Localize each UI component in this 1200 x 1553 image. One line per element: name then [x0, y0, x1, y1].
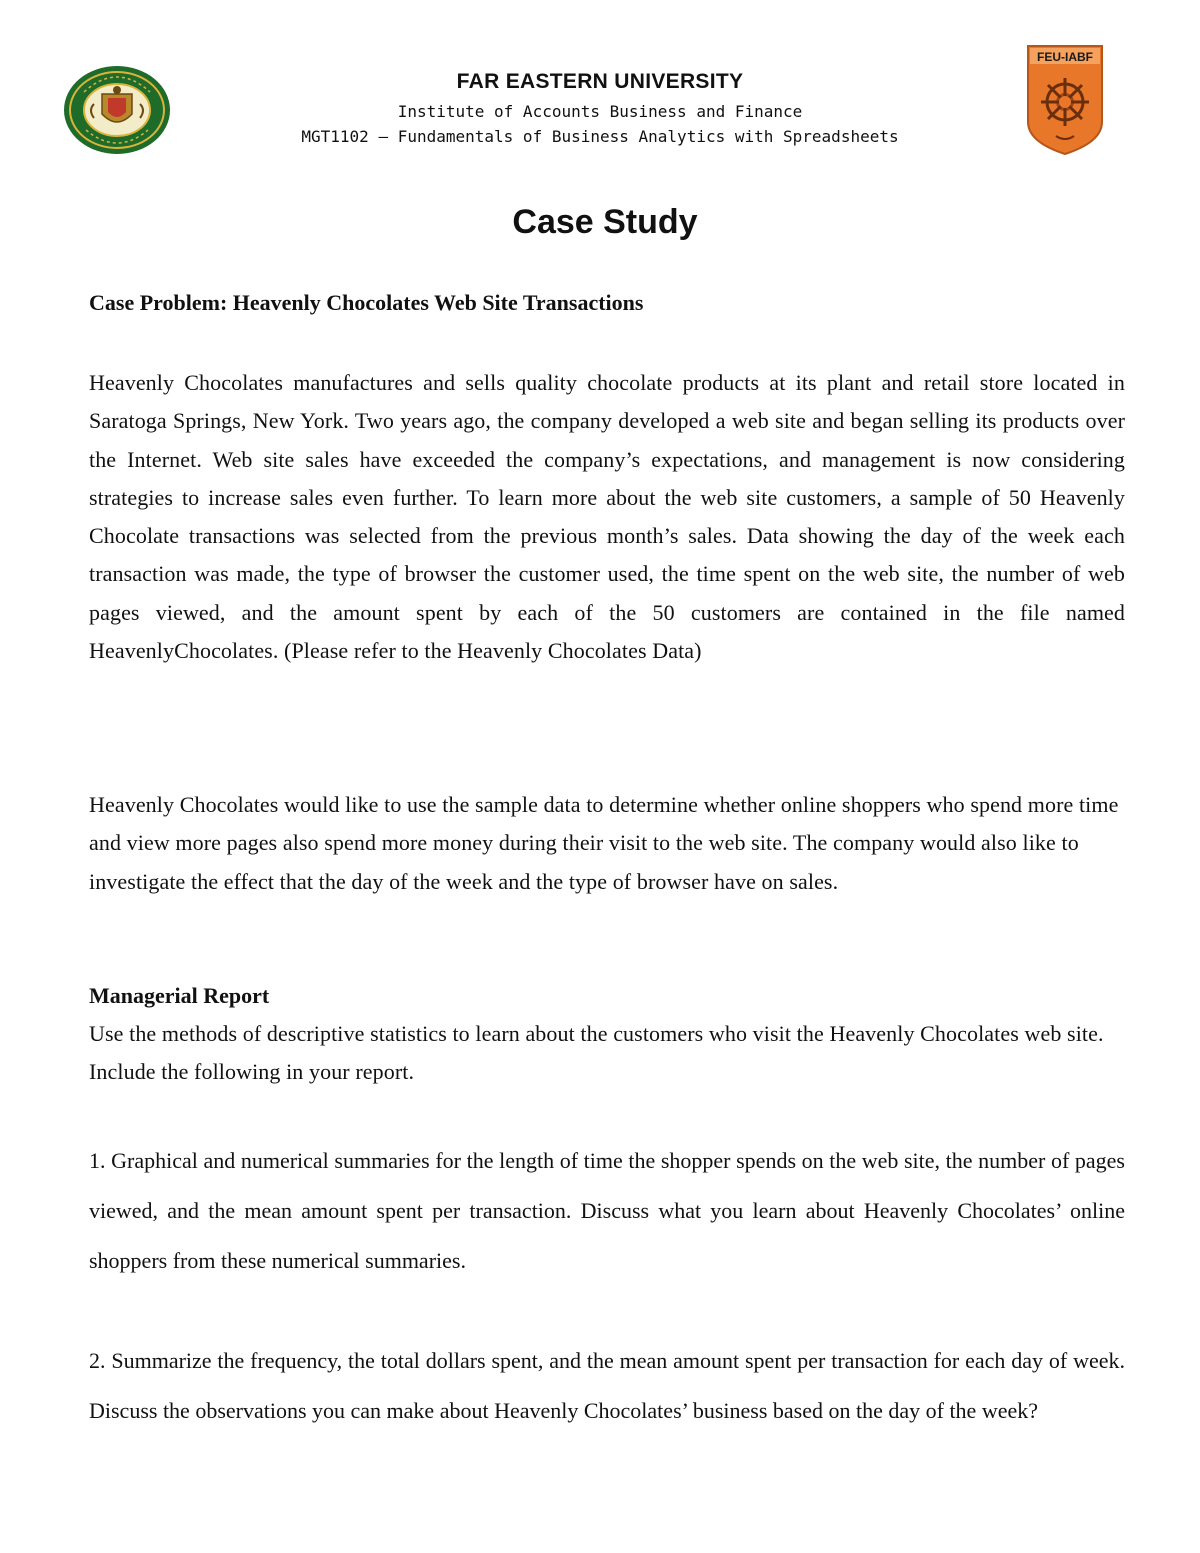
report-item-2: 2. Summarize the frequency, the total dollars spent, and the mean amount spent per transaction for each day of week. Discuss the observations you can make about Heavenly Chocolates’ business based on the day of the week? — [89, 1348, 1125, 1424]
case-paragraph-1: Heavenly Chocolates manufactures and sells quality chocolate products at its plant and retail store located in Saratoga Springs, New York. Two years ago, the company developed a web site and began selling its products over the Internet. Web site sales have exceeded the company’s expectations, and management is now considering strategies to increase sales even further. To learn more about the web site customers, a sample of 50 Heavenly Chocolate transactions was selected from the previous month’s sales. Data showing the day of the week each transaction was made, the type of browser the customer used, the time spent on the web site, the number of web pages viewed, and the amount spent by each of the 50 customers are contained in the file named HeavenlyChocolates. (Please refer to the Heavenly Chocolates Data) — [89, 370, 1125, 664]
university-name: FAR EASTERN UNIVERSITY — [456, 70, 744, 93]
case-paragraph-2: Heavenly Chocolates would like to use the sample data to determine whether online shoppers who spend more time and view more pages also spend more money during their visit to the web site. The company would also like to investigate the effect that the day of the week and the type of browser have on sales. — [89, 792, 1119, 894]
case-problem-heading: Case Problem: Heavenly Chocolates Web Site Transactions — [89, 290, 644, 315]
feu-seal-logo-icon — [62, 64, 172, 156]
institute-name: Institute of Accounts Business and Finance — [397, 102, 803, 121]
shield-logo-text: FEU-IABF — [1037, 50, 1093, 64]
letterhead — [200, 70, 1000, 146]
report-item-1: 1. Graphical and numerical summaries for the length of time the shopper spends on the web site, the number of pages viewed, and the mean amount spent per transaction. Discuss what you learn about Heavenly Chocolates’ online shoppers from these numerical summaries. — [89, 1148, 1125, 1274]
page-title: Case Study — [512, 203, 698, 241]
managerial-report-intro: Use the methods of descriptive statistics to learn about the customers who visit the Heavenly Chocolates web site. Include the following in your report. — [89, 1021, 1104, 1085]
course-title: MGT1102 – Fundamentals of Business Analytics with Spreadsheets — [301, 127, 899, 146]
feu-iabf-shield-logo-icon — [1026, 44, 1104, 156]
managerial-report-heading: Managerial Report — [89, 983, 270, 1008]
